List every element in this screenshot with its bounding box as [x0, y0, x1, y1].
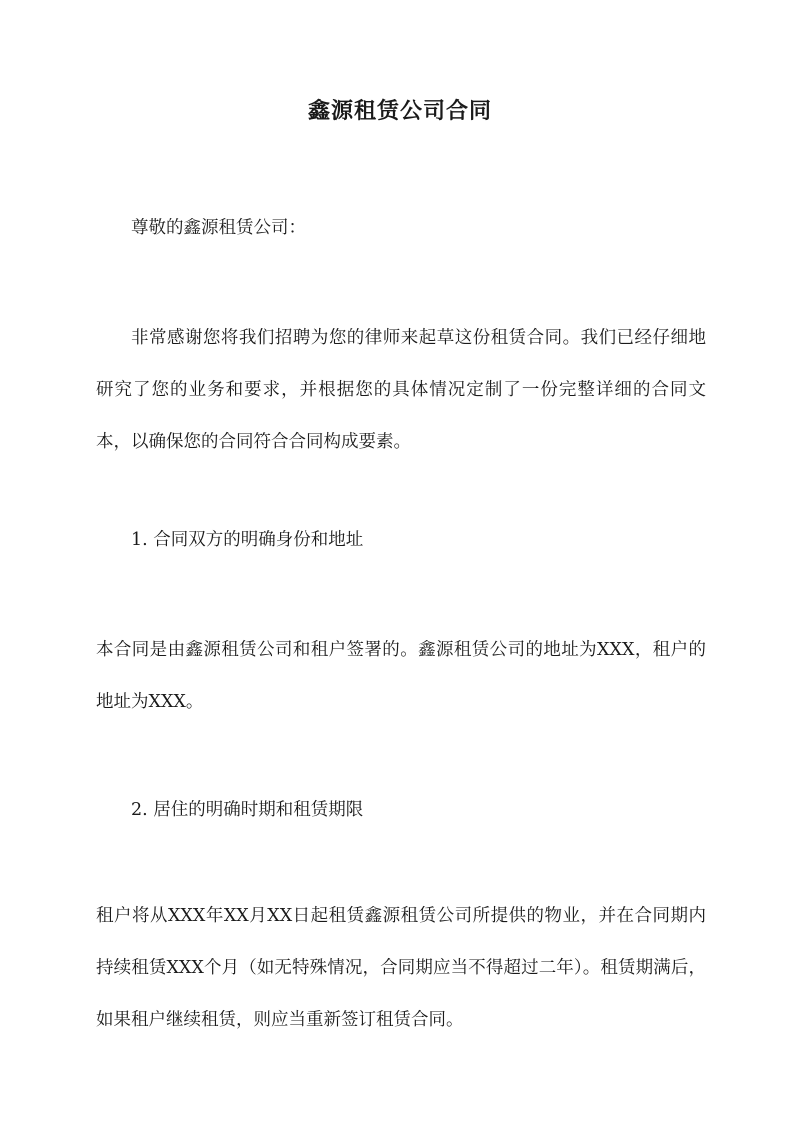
- intro-paragraph: 非常感谢您将我们招聘为您的律师来起草这份租赁合同。我们已经仔细地研究了您的业务和要求，并根据您的具体情况定制了一份完整详细的合同文本，以确保您的合同符合合同构成要素。: [96, 328, 706, 452]
- greeting-line: 尊敬的鑫源租赁公司：: [131, 218, 306, 238]
- section-2-body: 租户将从XXX年XX月XX日起租赁鑫源租赁公司所提供的物业，并在合同期内持续租赁XXX个月（如无特殊情况，合同期应当不得超过二年）。租赁期满后，如果租户继续租赁，则应当重新签订租赁合同。: [96, 906, 706, 1030]
- section-1-body: 本合同是由鑫源租赁公司和租户签署的。鑫源租赁公司的地址为XXX，租户的地址为XXX。: [96, 640, 706, 712]
- section-1-heading: 1. 合同双方的明确身份和地址: [131, 530, 364, 550]
- document-title: 鑫源租赁公司合同: [307, 98, 492, 124]
- section-2-heading: 2. 居住的明确时期和租赁期限: [131, 800, 364, 820]
